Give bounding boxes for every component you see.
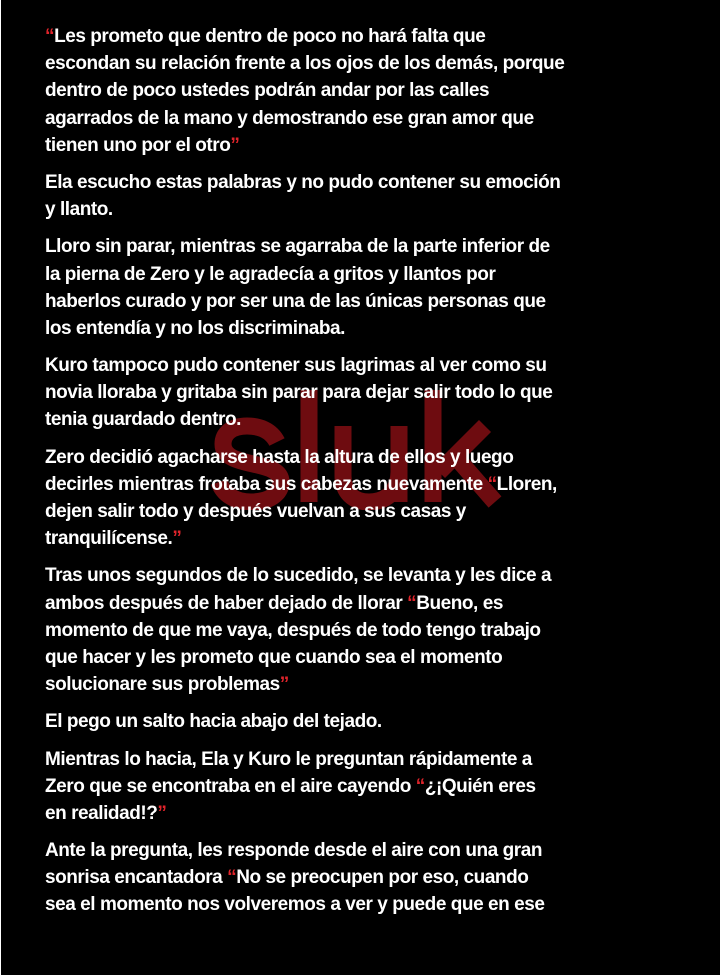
quote-mark: “ <box>407 592 417 614</box>
text-line <box>45 50 564 77</box>
text-segment: y llanto. <box>45 199 113 221</box>
text-line <box>45 562 564 589</box>
text-segment: momento de que me vaya, después de todo tengo trabajo <box>45 619 541 641</box>
paragraph <box>45 746 564 828</box>
text-line <box>45 617 564 644</box>
quote-mark: ” <box>172 528 182 550</box>
quote-mark: “ <box>227 867 237 889</box>
text-line <box>45 800 564 827</box>
text-line <box>45 708 564 735</box>
text-line <box>45 23 564 50</box>
text-segment: los entendía y no los discriminaba. <box>45 317 345 339</box>
text-line <box>45 105 564 132</box>
paragraph <box>45 562 564 698</box>
text-segment: tranquilícense. <box>45 528 173 550</box>
paragraph <box>45 233 564 342</box>
text-segment: ¿¡Quién eres <box>424 775 536 797</box>
text-segment: novia lloraba y gritaba sin parar para dejar salir todo lo que <box>45 382 553 404</box>
text-line <box>45 196 564 223</box>
quote-mark: ” <box>230 134 240 156</box>
text-line <box>45 590 564 617</box>
text-line <box>45 644 564 671</box>
text-segment: ambos después de haber dejado de llorar <box>45 592 408 614</box>
text-line <box>45 471 564 498</box>
text-segment: que hacer y les prometo que cuando sea el momento <box>45 646 503 668</box>
text-segment: Lloren, <box>496 473 557 495</box>
text-line <box>45 498 564 525</box>
text-line <box>45 444 564 471</box>
story-text <box>45 23 564 929</box>
paragraph <box>45 444 564 553</box>
text-segment: sea el momento nos volveremos a ver y puede que en ese <box>45 894 545 916</box>
quote-mark: ” <box>157 802 167 824</box>
text-segment: Mientras lo hacia, Ela y Kuro le preguntan rápidamente a <box>45 748 532 770</box>
paragraph <box>45 708 564 735</box>
text-line <box>45 406 564 433</box>
quote-mark: “ <box>45 26 55 47</box>
text-segment: escondan su relación frente a los ojos de los demás, porque <box>45 53 565 75</box>
text-segment: tienen uno por el otro <box>45 134 231 156</box>
text-segment: Tras unos segundos de lo sucedido, se levanta y les dice a <box>45 565 552 587</box>
paragraph <box>45 169 564 223</box>
text-line <box>45 379 564 406</box>
text-line <box>45 77 564 104</box>
text-line <box>45 288 564 315</box>
text-line <box>45 352 564 379</box>
text-line <box>45 315 564 342</box>
text-line <box>45 132 564 159</box>
text-segment: Bueno, es <box>416 592 503 614</box>
text-line <box>45 773 564 800</box>
text-segment: Kuro tampoco pudo contener sus lagrimas al ver como su <box>45 355 547 377</box>
text-segment: Lloro sin parar, mientras se agarraba de la parte inferior de <box>45 236 550 258</box>
quote-mark: “ <box>415 775 425 797</box>
text-segment: El pego un salto hacia abajo del tejado. <box>45 711 382 733</box>
paragraph <box>45 837 564 919</box>
text-line <box>45 233 564 260</box>
text-line <box>45 864 564 891</box>
text-line <box>45 671 564 698</box>
text-segment: tenia guardado dentro. <box>45 409 241 431</box>
text-segment: No se preocupen por eso, cuando <box>236 867 529 889</box>
text-segment: haberlos curado y por ser una de las únicas personas que <box>45 290 546 312</box>
paragraph <box>45 23 564 159</box>
text-line <box>45 525 564 552</box>
text-segment: Les prometo que dentro de poco no hará falta que <box>54 26 486 47</box>
text-segment: la pierna de Zero y le agradecía a gritos y llantos por <box>45 263 496 285</box>
text-segment: dentro de poco ustedes podrán andar por las calles <box>45 80 490 102</box>
quote-mark: “ <box>487 473 497 495</box>
text-segment: agarrados de la mano y demostrando ese gran amor que <box>45 107 534 129</box>
text-line <box>45 891 564 918</box>
text-segment: dejen salir todo y después vuelvan a sus casas y <box>45 501 466 522</box>
text-segment: Ela escucho estas palabras y no pudo contener su emoción <box>45 171 561 193</box>
text-segment: decirles mientras frotaba sus cabezas nuevamente <box>45 473 488 495</box>
text-segment: sonrisa encantadora <box>45 867 228 889</box>
quote-mark: ” <box>279 674 289 696</box>
text-line <box>45 261 564 288</box>
text-line <box>45 169 564 196</box>
text-segment: Ante la pregunta, les responde desde el aire con una gran <box>45 840 542 862</box>
text-segment: en realidad!? <box>45 802 158 824</box>
text-segment: Zero decidió agacharse hasta la altura de ellos y luego <box>45 446 514 468</box>
text-segment: Zero que se encontraba en el aire cayendo <box>45 775 416 797</box>
text-line <box>45 746 564 773</box>
text-line <box>45 837 564 864</box>
paragraph <box>45 352 564 434</box>
text-segment: solucionare sus problemas <box>45 674 280 696</box>
